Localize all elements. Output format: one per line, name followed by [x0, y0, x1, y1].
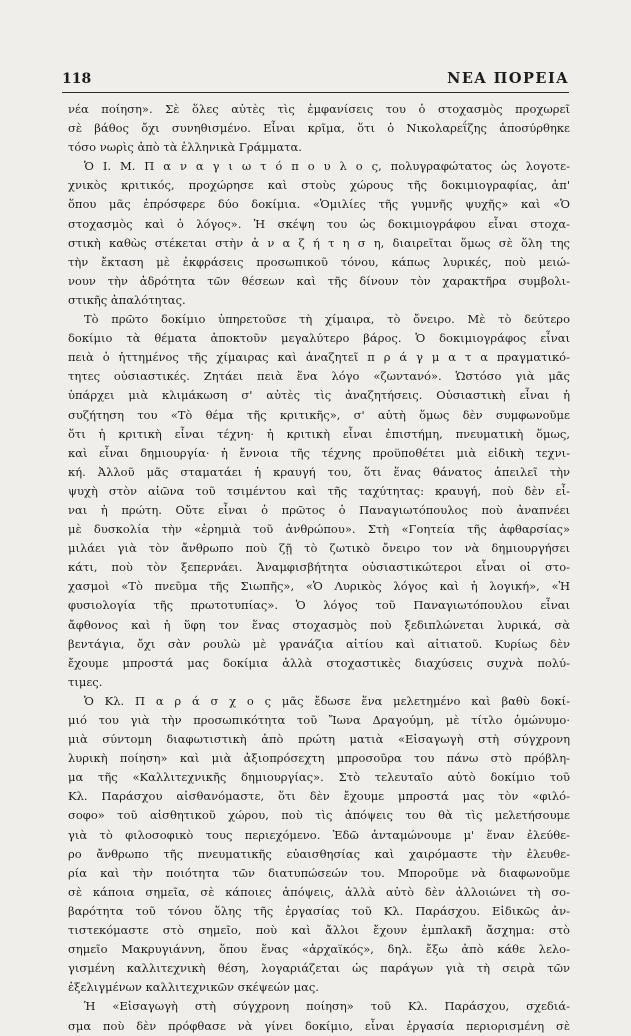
text-line: σοφο» τοῦ αἰσθητικοῦ χώρου, ποὺ τὶς ἀπόψεις του θὰ τὶς μελετήσουμε	[68, 808, 570, 823]
text-line: κάτι, ποὺ τὸν ξεπερνάει. Ἀναμφισβήτητα οὐσιαστικώτεροι εἶναι οἱ στο-	[68, 560, 570, 575]
text-line: βεντάγια, ὄχι σὰν ρουλὼ μὲ γρανάζια αἰτίου καὶ αἰτιατοῦ. Κυρίως δὲν	[68, 636, 570, 651]
text-line: ἐξελιγμένων καλλιτεχνικῶν σκέψεών μας.	[68, 980, 319, 995]
text-line: πειὰ ὁ ἡττημένος τῆς χίμαιρας καὶ ἀναζητεῖ π ρ ά γ μ α τ α πραγματικό-	[68, 350, 570, 365]
text-line: τὴν ἔκταση μὲ ἐκφράσεις προσωπικοῦ τόνου, κάπως λυρικές, ποὺ μειώ-	[68, 254, 570, 269]
text-line: ὅπου μᾶς ἐπρόσφερε δύο δοκίμια. «Ὁμιλίες τῆς γυμνῆς ψυχῆς» καὶ «Ὁ	[68, 197, 570, 212]
text-line: μιό του γιὰ τὴν προσωπικότητα τοῦ Ἴωνα Δραγούμη, μὲ τίτλο ὁμώνυμο·	[68, 713, 570, 727]
text-line: σμα ποὺ δὲν πρόφθασε νὰ γίνει δοκίμιο, εἶναι ἐργασία περιορισμένη σὲ	[68, 1018, 570, 1033]
text-line: ἄφθονος καὶ ἡ ὕφη τον ἕνας στοχασμὸς ποὺ ξεδιπλώνεται λυρικά, σὰ	[68, 617, 570, 632]
text-line: καὶ εἶναι δημιουργία· ἡ ἔννοια τῆς τέχνης προϋποθέτει μιὰ εἰδικὴ τεχνι-	[68, 445, 570, 460]
body-text	[68, 100, 570, 1036]
text-line: ναι ἡ πρώτη. Οὔτε εἶναι ὁ πρῶτος ὁ Παναγιωτόπουλος ποὺ ἀναπνέει	[68, 502, 570, 517]
paragraph	[68, 157, 570, 310]
text-line: σὲ κάποια σημεῖα, σὲ κάποιες ἀπόψεις, ἀλλὰ αὐτὸ δὲν ἀλλοιώνει τὴ σο-	[68, 884, 570, 899]
text-line: στικὴ καθὼς στέκεται στὴν ἀ ν α ζ ή τ η σ η, διαιρεῖται ὅμως σὲ ὅλη της	[68, 235, 570, 250]
page-number: 118	[62, 71, 92, 87]
text-line: σημεῖο Μακρυγιάννη, ὅπου ἕνας «ἀρχαϊκός», δηλ. ἔξω ἀπὸ κάθε λελο-	[68, 942, 570, 957]
text-line: στικῆς ἁπαλότητας.	[68, 292, 186, 307]
text-line: σὲ βάθος ὄχι συνηθισμένο. Εἶναι κρῖμα, ὅτι ὁ Νικολαρεΐζης ἀποσύρθηκε	[68, 121, 570, 136]
running-title: ΝΕΑ ΠΟΡΕΙΑ	[447, 70, 569, 87]
page-header	[62, 68, 569, 93]
text-line: Ὁ Ι. Μ. Π α ν α γ ι ω τ ό π ο υ λ ο ς, πολυγραφώτατος ὡς λογοτε-	[84, 159, 570, 174]
text-line: ἔχουμε μπροστά μας δοκίμια ἀλλὰ στοχαστικὲς διαχύσεις συχνὰ πολύ-	[68, 655, 570, 670]
text-line: μα τῆς «Καλλιτεχνικῆς δημιουργίας». Στὸ τελευταῖο αὐτὸ δοκίμιο τοῦ	[68, 770, 570, 785]
text-line: Τὸ πρῶτο δοκίμιο ὑπηρετοῦσε τὴ χίμαιρα, τὸ ὄνειρο. Μὲ τὸ δεύτερο	[84, 312, 570, 327]
text-line: Κλ. Παράσχου αἰσθανόμαστε, ὅτι δὲν ἔχουμε μπροστά μας τὸν «φιλό-	[68, 789, 570, 804]
text-line: βαρότητα τοῦ τόνου ὅλης τῆς ἐργασίας τοῦ Κλ. Παράσχου. Εἰδικῶς ἀν-	[68, 903, 570, 918]
paragraph	[68, 310, 570, 692]
text-line: μὲ δυσκολία τὴν «ἐρημιὰ τοῦ ἀνθρώπου». Στὴ «Γοητεία τῆς ἀφθαρσίας»	[68, 522, 570, 537]
text-line: φυσιολογία τῆς πρωτοτυπίας». Ὁ λόγος τοῦ Παναγιωτόπουλου εἶναι	[68, 598, 570, 613]
text-line: ρο ἄνθρωπο τῆς πνευματικῆς εὐαισθησίας καὶ χαιρόμαστε τὴν ἐλευθε-	[68, 846, 570, 861]
paragraph	[68, 692, 570, 998]
text-line: ὅτι ἡ κριτικὴ εἶναι τέχνη· ἡ κριτικὴ εἶναι ἐπιστήμη, πνευματικὴ ὅμως,	[68, 426, 570, 441]
text-line: τιμες.	[68, 674, 103, 689]
text-line: νέα ποίηση». Σὲ ὅλες αὐτὲς τὶς ἐμφανίσεις του ὁ στοχασμὸς προχωρεῖ	[68, 102, 570, 116]
text-line: ρία καὶ τὴν ποιότητα τῶν διατυπώσεών του. Μποροῦμε νὰ διαφωνοῦμε	[68, 865, 570, 880]
text-line: Ἡ «Εἰσαγωγὴ στὴ σύγχρονη ποίηση» τοῦ Κλ. Παράσχου, σχεδιά-	[84, 999, 570, 1014]
paragraph	[68, 997, 570, 1035]
text-line: νουν τὴν ἀδρότητα τῶν θέσεων καὶ τῆς δίνουν τὸν χαρακτῆρα συμβολι-	[68, 273, 570, 288]
text-line: γισμένη καλλιτεχνικὴ θέση, λογαριάζεται ὡς παράγων γιὰ τὴ σειρὰ τῶν	[68, 961, 570, 976]
text-line: ψυχὴ στὸν αἰῶνα τοῦ τσιμέντου καὶ τῆς ταχύτητας: κραυγή, ποὺ δὲν εἶ-	[68, 483, 570, 498]
text-line: χασμοὶ «Τὸ πνεῦμα τῆς Σιωπῆς», «Ὁ Λυρικὸς λόγος καὶ ἡ λογική», «Ἡ	[68, 579, 570, 594]
text-line: λυρικὴ ποίηση» καὶ μιὰ ἀξιοπρόσεχτη μπροσοῦρα του πάνω στὸ πρόβλη-	[68, 751, 570, 766]
text-line: τητες οὐσιαστικές. Ζητάει πειὰ ἕνα λόγο «ζωντανό». Ὡστόσο γιὰ μᾶς	[68, 369, 570, 384]
text-line: κή. Ἀλλοῦ μᾶς σταματάει ἡ κραυγή του, ὅτι ἕνας θάνατος ἀπειλεῖ τὴν	[68, 464, 570, 479]
text-line: τιστεκόμαστε στὸ σημεῖο, ποὺ καὶ ἄλλοι ἔχουν ἐμπλακῆ ἄσχημα: στὸ	[68, 923, 570, 938]
text-line: γιὰ τὸ φιλοσοφικὸ τους περιεχόμενο. Ἐδῶ ἀνταμώνουμε μ' ἕναν ἐλεύθε-	[68, 827, 570, 842]
text-line: δοκίμιο τὰ θέματα ἀποκτοῦν μεγαλύτερο βάρος. Ὁ δοκιμιογράφος εἶναι	[68, 331, 570, 346]
text-line: μιὰ σύντομη διαφωτιστικὴ ἀπὸ πρώτη ματιὰ «Εἰσαγωγὴ στὴ σύγχρονη	[68, 732, 570, 747]
paragraph	[68, 100, 570, 157]
text-line: μιλάει γιὰ τὸν ἄνθρωπο ποὺ ζῇ τὸ ζωτικὸ ὄνειρο τον νὰ δημιουργήσει	[68, 541, 570, 556]
text-line: ὑπάρχει μιὰ κλιμάκωση σ' αὐτὲς τὶς ἀναζητήσεις. Οὐσιαστικὴ εἶναι ἡ	[68, 388, 570, 403]
text-line: Ὁ Κλ. Π α ρ ά σ χ ο ς μᾶς ἔδωσε ἕνα μελετημένο καὶ βαθὺ δοκί-	[84, 693, 570, 708]
text-line: χνικὸς κριτικός, προχώρησε καὶ στοὺς χώρους τῆς δοκιμιογραφίας, ἀπ'	[68, 178, 570, 193]
text-line: τόσο νωρὶς ἀπὸ τὰ ἑλληνικὰ Γράμματα.	[68, 140, 302, 155]
text-line: στοχασμὸς καὶ ὁ λόγος». Ἡ σκέψη του ὡς δοκιμιογράφου εἶναι στοχα-	[68, 216, 570, 231]
text-line: συζήτηση του «Τὸ θέμα τῆς κριτικῆς», σ' αὐτὴ ὅμως δὲν συμφωνοῦμε	[68, 407, 570, 422]
